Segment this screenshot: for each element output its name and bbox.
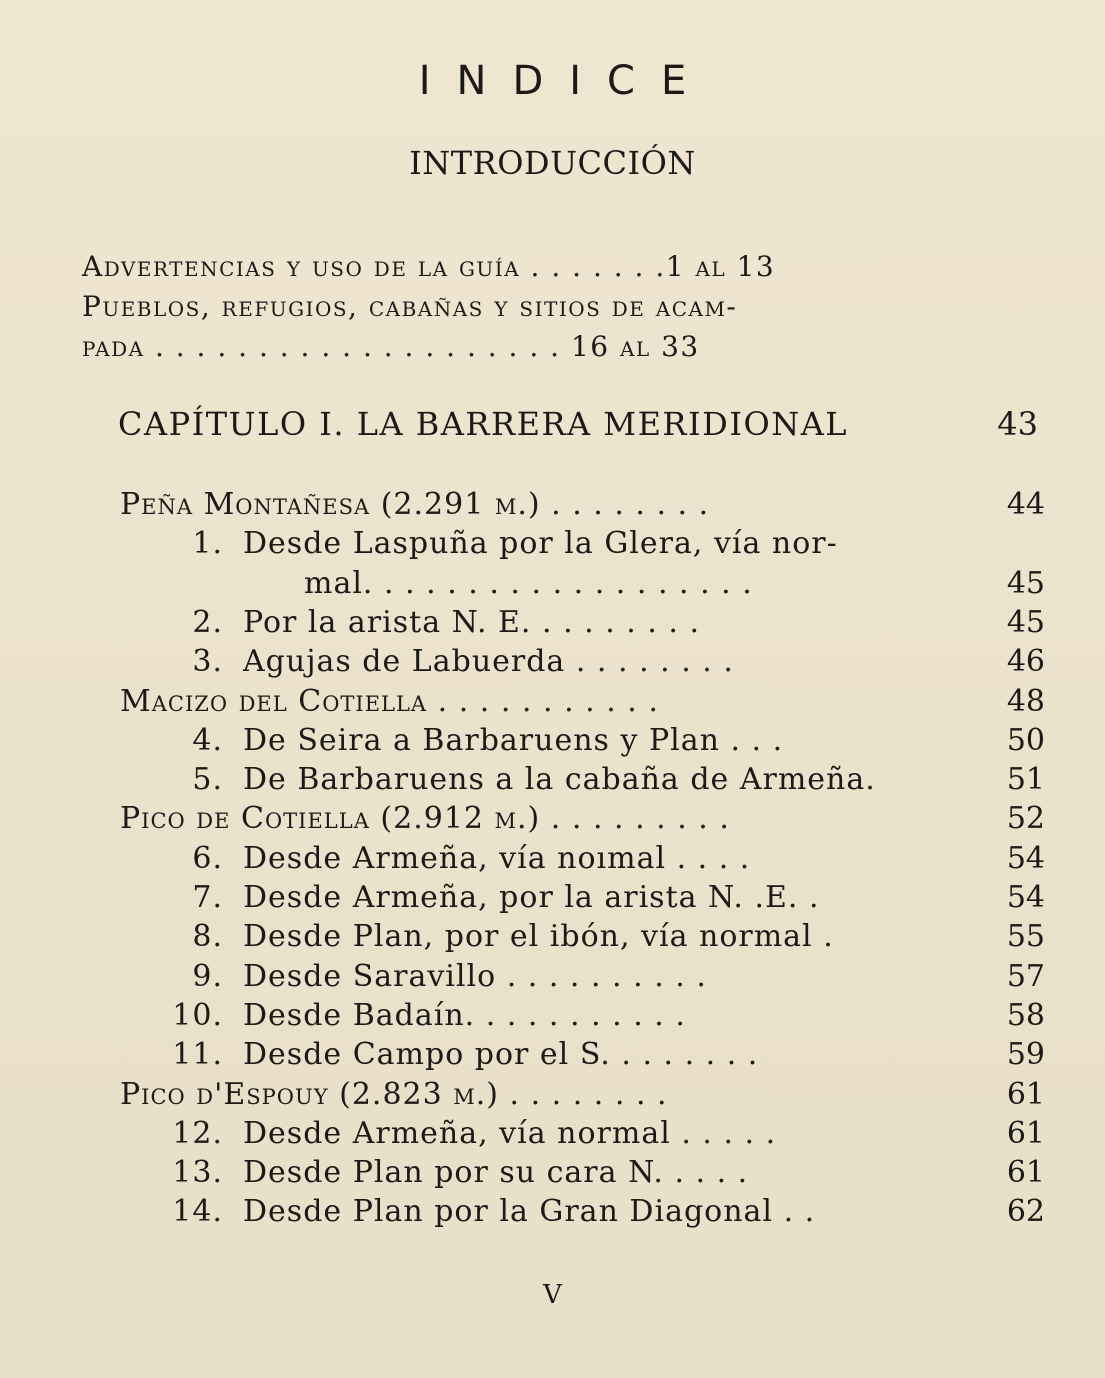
intro-line-1: Advertencias y uso de la guía . . . . . . .1 al 13: [82, 250, 776, 283]
entry-page-number: 54: [1006, 880, 1045, 915]
entry-text: De Seira a Barbaruens y Plan . . .: [243, 723, 784, 758]
toc-group-entry: [120, 684, 659, 719]
toc-item-entry: [165, 998, 686, 1033]
entry-page-number: 55: [1006, 919, 1045, 954]
intro-heading: INTRODUCCIÓN: [409, 144, 696, 182]
toc-item-entry: [165, 644, 734, 679]
entry-text: Agujas de Labuerda . . . . . . . .: [243, 644, 734, 679]
toc-item-entry: [165, 762, 876, 797]
entry-page-number: 48: [1006, 684, 1045, 719]
entry-page-number: 50: [1006, 723, 1045, 758]
entry-text: Desde Plan por su cara N. . . . .: [243, 1155, 749, 1190]
toc-item-entry: [165, 880, 819, 915]
entry-page-number: 57: [1006, 959, 1045, 994]
entry-number: 7.: [192, 880, 223, 915]
intro-line-3: pada . . . . . . . . . . . . . . . . . . . . 16 al 33: [82, 330, 700, 363]
entry-text: Desde Armeña, vía noımal . . . .: [243, 841, 751, 876]
toc-item-entry: [165, 919, 834, 954]
toc-group-entry: [120, 801, 730, 836]
entry-text: Pico d'Espouy (2.823 m.) . . . . . . . .: [120, 1077, 668, 1112]
entry-page-number: 54: [1006, 841, 1045, 876]
entry-page-number: 61: [1006, 1077, 1045, 1112]
toc-group-entry: [120, 487, 709, 522]
entry-text: Desde Plan, por el ibón, vía normal .: [243, 919, 834, 954]
entry-number: 11.: [172, 1037, 223, 1072]
entry-text: Desde Campo por el S. . . . . . . .: [243, 1037, 759, 1072]
entry-number: 12.: [172, 1116, 223, 1151]
entry-number: 3.: [192, 644, 223, 679]
entry-text: Desde Plan por la Gran Diagonal . .: [243, 1194, 816, 1229]
entry-number: 1.: [192, 526, 223, 561]
entry-page-number: 52: [1006, 801, 1045, 836]
toc-item-entry: [165, 1155, 748, 1190]
toc-item-entry: [165, 723, 783, 758]
toc-item-entry: [165, 841, 750, 876]
toc-item-entry: [165, 1194, 815, 1229]
toc-item-entry: [165, 959, 707, 994]
toc-item-entry: [165, 1037, 758, 1072]
toc-item-entry: [165, 1116, 776, 1151]
entry-text: Pico de Cotiella (2.912 m.) . . . . . . . . .: [120, 801, 730, 836]
entry-number: 8.: [192, 919, 223, 954]
entry-number: 13.: [172, 1155, 223, 1190]
index-title: INDICE: [418, 58, 713, 104]
chapter-page: 43: [997, 405, 1038, 443]
entry-page-number: 62: [1006, 1194, 1045, 1229]
entry-text: Desde Laspuña por la Glera, vía nor-: [243, 526, 838, 561]
entry-page-number: 45: [1006, 605, 1045, 640]
entry-number: 4.: [192, 723, 223, 758]
entry-page-number: 45: [1006, 566, 1045, 601]
entry-text: Macizo del Cotiella . . . . . . . . . . .: [120, 684, 659, 719]
toc-item-entry: [165, 605, 700, 640]
entry-text: Desde Saravillo . . . . . . . . . .: [243, 959, 707, 994]
entry-number: 14.: [172, 1194, 223, 1229]
entry-number: 9.: [192, 959, 223, 994]
entry-page-number: 58: [1006, 998, 1045, 1033]
entry-text: Desde Armeña, por la arista N. .E. .: [243, 880, 820, 915]
entry-number: 5.: [192, 762, 223, 797]
entry-text: Peña Montañesa (2.291 m.) . . . . . . . .: [120, 487, 710, 522]
entry-text: Por la arista N. E. . . . . . . . .: [243, 605, 701, 640]
entry-text: Desde Armeña, vía normal . . . . .: [243, 1116, 777, 1151]
entry-text: De Barbaruens a la cabaña de Armeña.: [243, 762, 876, 797]
entry-number: 2.: [192, 605, 223, 640]
entry-page-number: 61: [1006, 1155, 1045, 1190]
entry-page-number: 51: [1006, 762, 1045, 797]
intro-line-2: Pueblos, refugios, cabañas y sitios de acam-: [82, 290, 738, 323]
entry-number: 6.: [192, 841, 223, 876]
chapter-title: CAPÍTULO I. LA BARRERA MERIDIONAL: [118, 405, 849, 443]
toc-group-entry: [120, 1077, 668, 1112]
entry-page-number: 59: [1006, 1037, 1045, 1072]
page-folio: V: [543, 1280, 562, 1310]
entry-text: Desde Badaín. . . . . . . . . . .: [243, 998, 686, 1033]
entry-number: 10.: [172, 998, 223, 1033]
toc-item-entry: [304, 566, 753, 601]
entry-page-number: 61: [1006, 1116, 1045, 1151]
toc-item-entry: [165, 526, 838, 561]
entry-text: mal. . . . . . . . . . . . . . . . . . .: [304, 566, 753, 601]
entry-page-number: 44: [1006, 487, 1045, 522]
entry-page-number: 46: [1006, 644, 1045, 679]
